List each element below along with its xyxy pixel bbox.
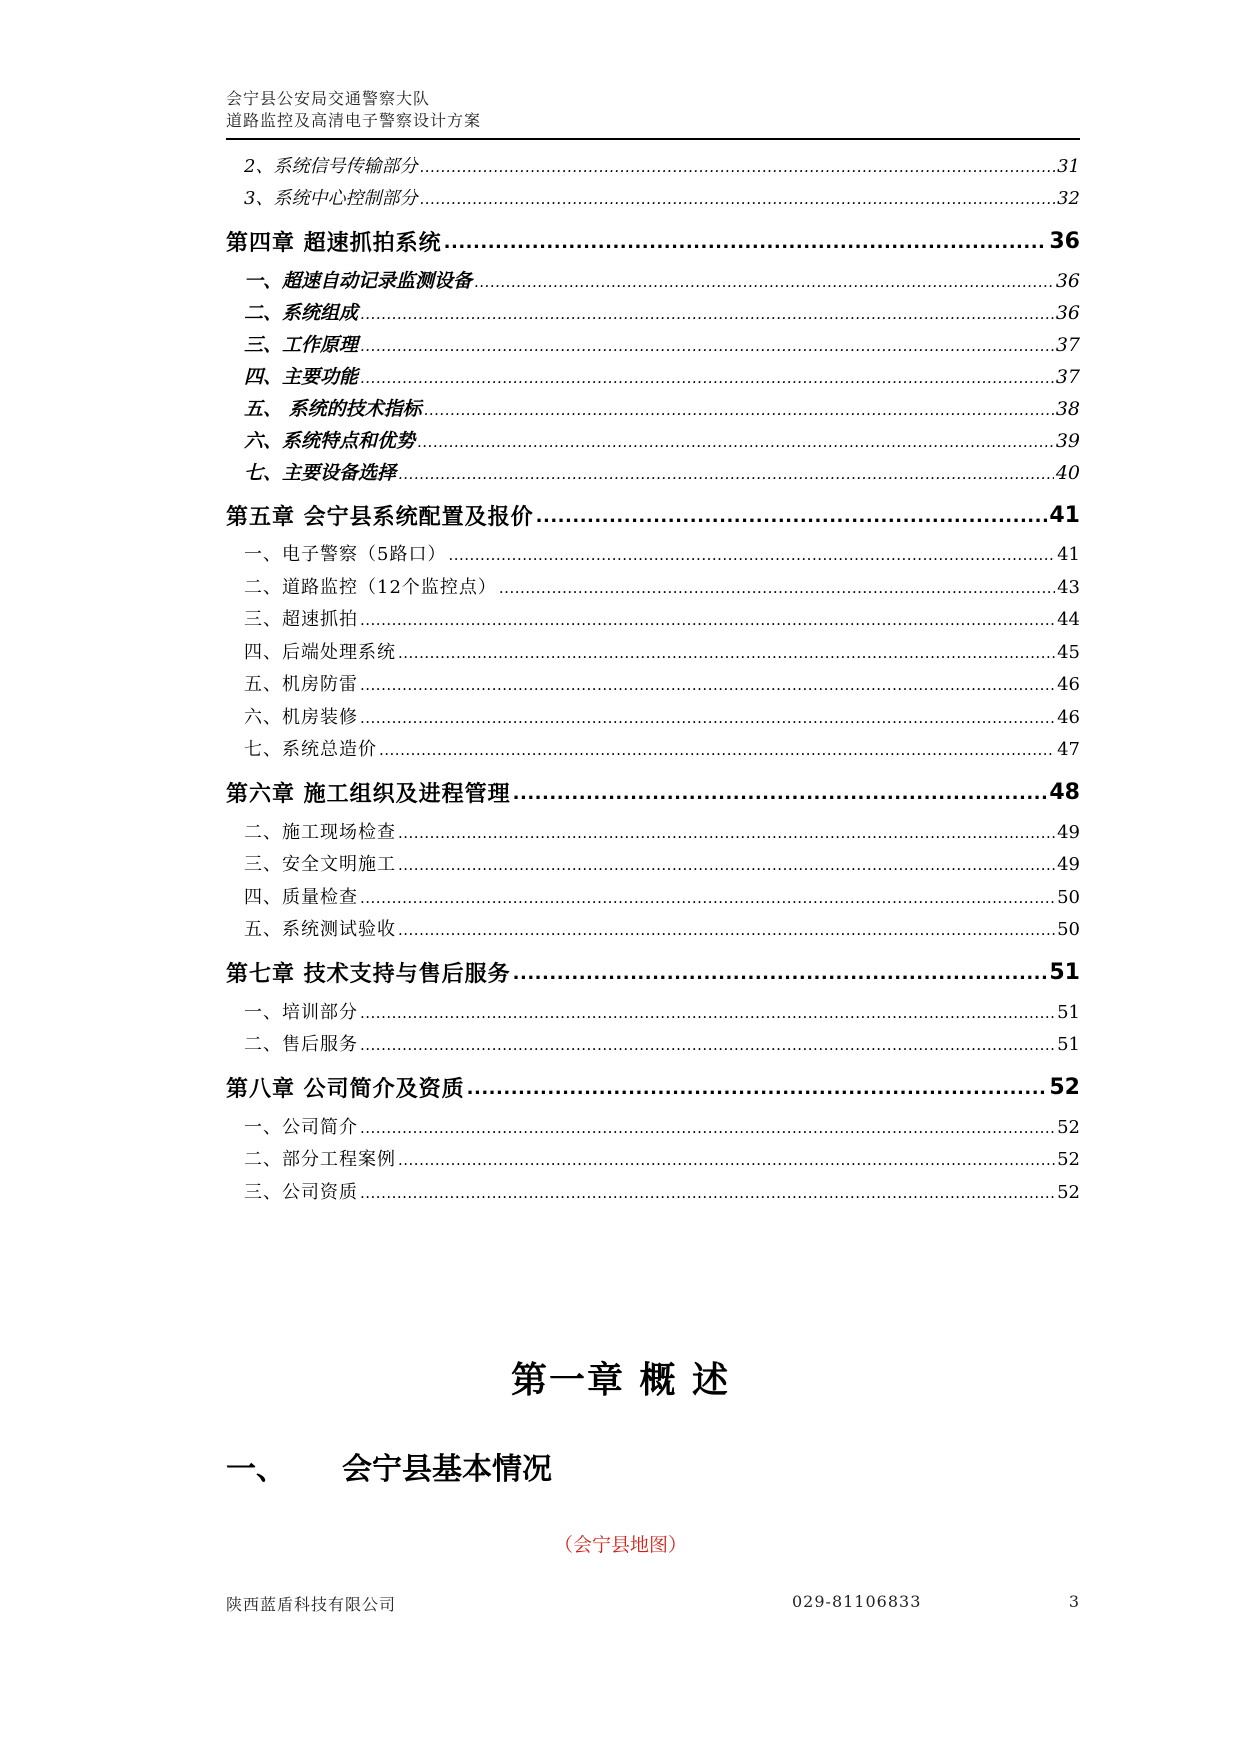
- toc-entry-page: 43: [1057, 576, 1080, 598]
- toc-entry-label: 三、超速抓拍: [244, 609, 358, 630]
- section-number: 一、: [226, 1452, 286, 1487]
- map-caption: （会宁县地图）: [553, 1534, 687, 1556]
- toc-entry-page: 50: [1057, 886, 1080, 908]
- toc-entry-label: 二、部分工程案例: [244, 1149, 396, 1170]
- toc-entry-label: 三、工作原理: [244, 334, 359, 356]
- toc-dot-leader: [360, 366, 1054, 388]
- toc-entry[interactable]: [226, 915, 1080, 948]
- toc-entry-page: 39: [1055, 430, 1080, 452]
- toc-dot-leader: [398, 462, 1054, 484]
- page-footer: [226, 1592, 1080, 1616]
- toc-entry-page: 32: [1057, 188, 1080, 209]
- toc-entry-page: 47: [1057, 739, 1080, 760]
- toc-entry-page: 52: [1057, 1116, 1080, 1138]
- toc-dot-leader: [379, 739, 1055, 760]
- toc-entry-page: 44: [1057, 609, 1080, 630]
- toc-entry-label: 五、系统测试验收: [244, 919, 396, 940]
- toc-entry-label: 一、超速自动记录监测设备: [244, 270, 473, 292]
- toc-entry-label: 四、后端处理系统: [244, 641, 396, 663]
- toc-entry-page: 46: [1057, 706, 1080, 728]
- toc-chapter-entry[interactable]: [226, 1063, 1080, 1113]
- toc-entry-label: 2、系统信号传输部分: [244, 156, 418, 177]
- toc-entry[interactable]: [226, 1178, 1080, 1211]
- toc-entry[interactable]: [226, 458, 1080, 490]
- toc-entry[interactable]: [226, 1030, 1080, 1063]
- toc-entry[interactable]: [226, 426, 1080, 458]
- toc-dot-leader: [360, 609, 1055, 630]
- toc-entry-label: 第六章 施工组织及进程管理: [226, 782, 511, 807]
- section-heading: [226, 1444, 552, 1488]
- toc-entry-label: 一、培训部分: [244, 1001, 358, 1023]
- toc-entry[interactable]: [226, 818, 1080, 851]
- toc-entry-page: 40: [1055, 462, 1080, 484]
- header-org: 会宁县公安局交通警察大队: [226, 89, 431, 108]
- toc-entry-label: 七、系统总造价: [244, 739, 377, 760]
- toc-entry[interactable]: [226, 298, 1080, 330]
- toc-chapter-entry[interactable]: [226, 768, 1080, 818]
- toc-entry-page: 49: [1057, 821, 1080, 843]
- toc-chapter-entry[interactable]: [226, 948, 1080, 998]
- toc-dot-leader: [360, 707, 1055, 728]
- toc-entry-page: 52: [1057, 1181, 1080, 1203]
- toc-entry-label: 七、主要设备选择: [244, 462, 397, 484]
- toc-entry-page: 37: [1055, 366, 1080, 388]
- toc-entry-page: 49: [1057, 854, 1080, 875]
- toc-dot-leader: [360, 887, 1055, 908]
- toc-dot-leader: [398, 822, 1055, 843]
- toc-entry-page: 37: [1055, 334, 1080, 356]
- toc-entry-page: 51: [1049, 960, 1080, 985]
- toc-entry[interactable]: [226, 670, 1080, 703]
- toc-dot-leader: [448, 544, 1055, 565]
- toc-dot-leader: [417, 430, 1054, 452]
- toc-dot-leader: [398, 919, 1055, 940]
- toc-dot-leader: [536, 503, 1048, 528]
- toc-entry-label: 第五章 会宁县系统配置及报价: [226, 504, 534, 530]
- toc-dot-leader: [360, 1002, 1055, 1023]
- toc-dot-leader: [419, 188, 1055, 209]
- toc-dot-leader: [398, 854, 1055, 875]
- table-of-contents: [226, 152, 1080, 1210]
- toc-entry[interactable]: [226, 638, 1080, 671]
- toc-dot-leader: [360, 674, 1055, 695]
- toc-entry[interactable]: [226, 703, 1080, 736]
- toc-entry[interactable]: [226, 605, 1080, 638]
- toc-entry-label: 二、系统组成: [244, 302, 359, 324]
- toc-entry-page: 36: [1049, 228, 1080, 254]
- toc-dot-leader: [360, 302, 1054, 324]
- toc-entry-label: 第四章 超速抓拍系统: [226, 230, 442, 256]
- toc-entry-page: 50: [1057, 919, 1080, 940]
- toc-entry-label: 3、系统中心控制部分: [244, 188, 418, 209]
- toc-dot-leader: [360, 1034, 1055, 1055]
- toc-dot-leader: [360, 334, 1054, 356]
- toc-entry-page: 45: [1057, 641, 1080, 663]
- toc-entry-label: 五、机房防雷: [244, 674, 358, 695]
- page-header: [226, 88, 1080, 132]
- toc-entry-label: 第八章 公司简介及资质: [226, 1077, 465, 1102]
- toc-entry-page: 46: [1057, 674, 1080, 695]
- toc-dot-leader: [467, 1075, 1048, 1100]
- toc-entry-page: 41: [1057, 544, 1080, 565]
- toc-entry-page: 41: [1049, 502, 1080, 528]
- toc-entry[interactable]: [226, 1113, 1080, 1146]
- toc-entry[interactable]: [226, 573, 1080, 606]
- toc-entry-page: 36: [1055, 302, 1080, 324]
- toc-entry[interactable]: [226, 998, 1080, 1031]
- toc-entry-label: 三、安全文明施工: [244, 854, 396, 875]
- toc-entry-page: 36: [1055, 270, 1080, 292]
- footer-company: 陕西蓝盾科技有限公司: [226, 1595, 397, 1614]
- header-divider: [226, 138, 1080, 140]
- toc-chapter-entry[interactable]: [226, 216, 1080, 266]
- toc-dot-leader: [424, 398, 1054, 420]
- toc-entry-label: 第七章 技术支持与售后服务: [226, 962, 511, 987]
- toc-entry[interactable]: [226, 883, 1080, 916]
- toc-entry[interactable]: [226, 362, 1080, 394]
- toc-entry-page: 51: [1057, 1001, 1080, 1023]
- toc-chapter-entry[interactable]: [226, 490, 1080, 540]
- toc-dot-leader: [474, 270, 1054, 292]
- toc-entry-label: 一、电子警察（5路口）: [244, 544, 447, 565]
- footer-page-number: 3: [1068, 1592, 1080, 1611]
- toc-entry[interactable]: [226, 735, 1080, 768]
- toc-dot-leader: [398, 642, 1055, 663]
- toc-dot-leader: [398, 1149, 1055, 1170]
- toc-entry[interactable]: [226, 1145, 1080, 1178]
- toc-entry-label: 三、公司资质: [244, 1181, 358, 1203]
- toc-entry-label: 二、施工现场检查: [244, 821, 396, 843]
- toc-entry[interactable]: [226, 330, 1080, 362]
- toc-entry-label: 六、机房装修: [244, 706, 358, 728]
- toc-entry-page: 48: [1049, 780, 1080, 805]
- toc-entry-page: 52: [1049, 1075, 1080, 1100]
- toc-entry-page: 51: [1057, 1034, 1080, 1055]
- toc-entry[interactable]: [226, 152, 1080, 184]
- header-doc-title: 道路监控及高清电子警察设计方案: [226, 111, 482, 130]
- toc-entry-page: 52: [1057, 1149, 1080, 1170]
- toc-entry-label: 六、系统特点和优势: [244, 430, 416, 452]
- toc-dot-leader: [513, 960, 1048, 985]
- toc-entry-page: 38: [1055, 398, 1080, 420]
- section-title: 会宁县基本情况: [342, 1452, 552, 1487]
- toc-entry-label: 一、公司简介: [244, 1116, 358, 1138]
- toc-entry-label: 五、 系统的技术指标: [244, 398, 422, 420]
- toc-entry[interactable]: [226, 540, 1080, 573]
- toc-entry-label: 二、售后服务: [244, 1034, 358, 1055]
- toc-dot-leader: [360, 1182, 1055, 1203]
- chapter-title: 第一章 概 述: [510, 1360, 731, 1401]
- toc-dot-leader: [499, 577, 1055, 598]
- toc-dot-leader: [513, 780, 1048, 805]
- toc-entry-label: 四、质量检查: [244, 886, 358, 908]
- footer-phone: 029-81106833: [792, 1592, 922, 1611]
- toc-entry-label: 二、道路监控（12个监控点）: [244, 576, 497, 598]
- toc-entry-page: 31: [1057, 156, 1080, 177]
- toc-dot-leader: [444, 229, 1048, 254]
- toc-dot-leader: [419, 156, 1055, 177]
- toc-entry[interactable]: [226, 184, 1080, 216]
- toc-dot-leader: [360, 1117, 1055, 1138]
- toc-entry[interactable]: [226, 850, 1080, 883]
- toc-entry[interactable]: [226, 394, 1080, 426]
- toc-entry-label: 四、主要功能: [244, 366, 359, 388]
- toc-entry[interactable]: [226, 266, 1080, 298]
